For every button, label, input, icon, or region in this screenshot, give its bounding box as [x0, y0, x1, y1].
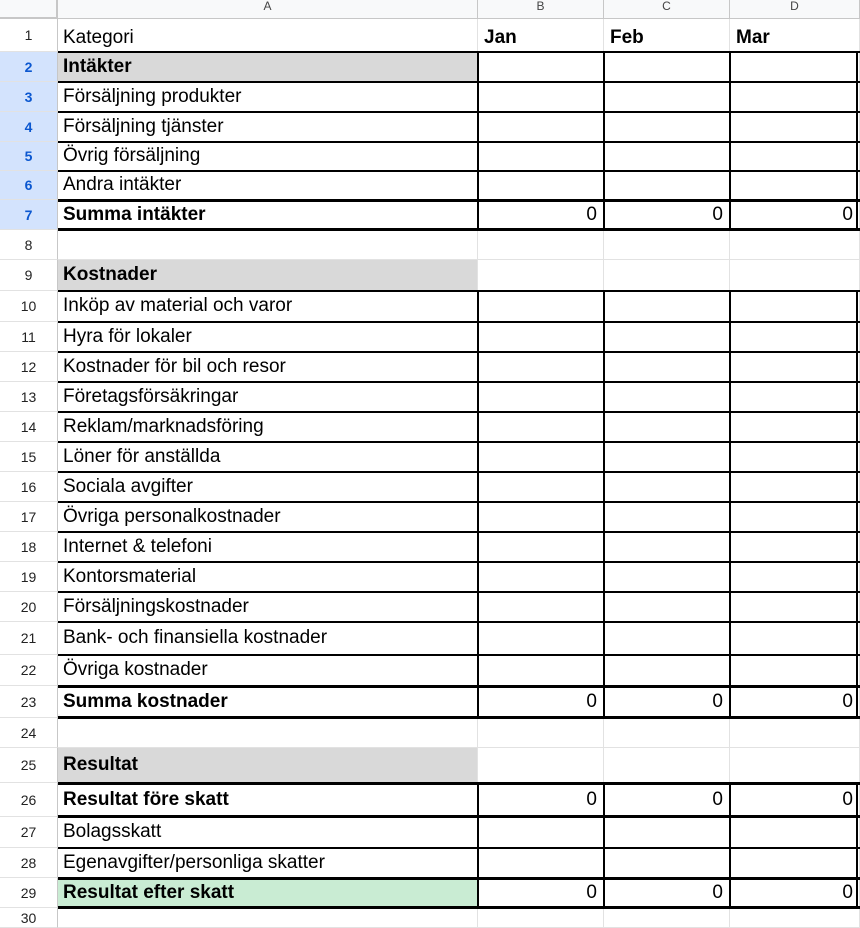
cell-month-value[interactable] [478, 848, 604, 878]
cell-border [58, 471, 860, 473]
cell-month-value[interactable] [730, 442, 860, 472]
cell-month-value[interactable] [730, 171, 860, 200]
cell-category-label[interactable]: Kontorsmaterial [58, 562, 478, 592]
cell-month-value[interactable] [478, 52, 604, 82]
cell-month-value[interactable] [730, 322, 860, 352]
select-all-corner[interactable] [0, 0, 58, 19]
cell-month-value[interactable] [478, 622, 604, 655]
cell-month-value[interactable] [730, 382, 860, 412]
cell-border [58, 411, 860, 413]
cell-border [58, 561, 860, 563]
row-header[interactable]: 1 [0, 19, 58, 52]
cell-border [856, 782, 858, 908]
row-header[interactable]: 21 [0, 622, 58, 655]
cell-month-value[interactable]: 0 [730, 783, 860, 817]
cell-border [477, 290, 479, 718]
cell-month-value[interactable] [730, 230, 860, 260]
cell-category-label[interactable]: Sociala avgifter [58, 472, 478, 502]
cell-border [58, 111, 860, 113]
cell-month-value[interactable] [478, 817, 604, 848]
cell-month-value[interactable] [730, 260, 860, 291]
row-header[interactable]: 2 [0, 52, 58, 82]
cell-category-label[interactable]: Kostnader för bil och resor [58, 352, 478, 382]
cell-month-value[interactable] [478, 322, 604, 352]
cell-category-label[interactable]: Bank- och finansiella kostnader [58, 622, 478, 655]
cell-month-value[interactable] [478, 592, 604, 622]
cell-border [58, 321, 860, 323]
cell-month-value[interactable]: 0 [478, 200, 604, 230]
cell-category-label[interactable]: Kostnader [58, 260, 478, 291]
row-header[interactable]: 22 [0, 655, 58, 686]
cell-category-label[interactable]: Företagsförsäkringar [58, 382, 478, 412]
row-header[interactable]: 27 [0, 817, 58, 848]
cell-category-label[interactable]: Summa kostnader [58, 686, 478, 718]
cell-border [729, 51, 731, 230]
cell-border [58, 351, 860, 353]
cell-month-value[interactable] [730, 52, 860, 82]
cell-month-value[interactable] [604, 382, 730, 412]
cell-border [58, 290, 860, 292]
cell-month-value[interactable] [604, 442, 730, 472]
cell-category-label[interactable]: Övriga personalkostnader [58, 502, 478, 532]
row-header[interactable]: 25 [0, 748, 58, 783]
row-header[interactable]: 26 [0, 783, 58, 817]
cell-category-label[interactable] [58, 230, 478, 260]
cell-border [58, 199, 860, 202]
cell-month-value[interactable] [730, 502, 860, 532]
cell-month-value[interactable] [478, 142, 604, 171]
cell-month-value[interactable] [478, 502, 604, 532]
cell-border [58, 591, 860, 593]
cell-month-value[interactable]: 0 [604, 686, 730, 718]
cell-month-value[interactable] [730, 291, 860, 322]
cell-month-value[interactable] [478, 171, 604, 200]
cell-category-label[interactable]: Andra intäkter [58, 171, 478, 200]
cell-border [58, 228, 860, 231]
cell-month-value[interactable] [730, 622, 860, 655]
cell-month-value[interactable] [478, 412, 604, 442]
row-header[interactable]: 28 [0, 848, 58, 878]
row-header[interactable]: 29 [0, 878, 58, 908]
cell-border [477, 782, 479, 908]
cell-month-value[interactable] [478, 112, 604, 142]
cell-month-header[interactable]: Mar [730, 19, 860, 52]
row-header[interactable]: 12 [0, 352, 58, 382]
row-header[interactable]: 9 [0, 260, 58, 291]
row-header[interactable]: 20 [0, 592, 58, 622]
cell-border [58, 501, 860, 503]
row-header[interactable]: 16 [0, 472, 58, 502]
cell-month-value[interactable]: 0 [478, 878, 604, 908]
cell-month-value[interactable]: 0 [604, 200, 730, 230]
cell-category-label[interactable] [58, 718, 478, 748]
row-header[interactable]: 15 [0, 442, 58, 472]
cell-month-value[interactable] [604, 502, 730, 532]
cell-month-value[interactable] [478, 352, 604, 382]
cell-border [58, 906, 860, 909]
cell-month-value[interactable] [730, 718, 860, 748]
cell-month-value[interactable] [604, 352, 730, 382]
cell-month-value[interactable] [478, 718, 604, 748]
cell-category-label[interactable]: Löner för anställda [58, 442, 478, 472]
cell-month-value[interactable] [730, 592, 860, 622]
row-header[interactable]: 5 [0, 142, 58, 171]
cell-border [58, 441, 860, 443]
cell-month-value[interactable] [604, 230, 730, 260]
cell-month-value[interactable] [604, 412, 730, 442]
cell-border [58, 654, 860, 656]
cell-month-value[interactable] [604, 748, 730, 783]
cell-border [58, 51, 860, 53]
cell-border [58, 381, 860, 383]
cell-month-value[interactable] [478, 472, 604, 502]
row-header[interactable]: 7 [0, 200, 58, 230]
cell-month-value[interactable] [604, 82, 730, 112]
cell-border [477, 51, 479, 230]
cell-month-value[interactable] [730, 532, 860, 562]
cell-month-value[interactable] [730, 412, 860, 442]
row-header[interactable]: 30 [0, 908, 58, 928]
cell-kategori-header[interactable]: Kategori [58, 19, 478, 52]
cell-month-value[interactable] [604, 848, 730, 878]
row-header[interactable]: 3 [0, 82, 58, 112]
cell-month-value[interactable] [478, 562, 604, 592]
cell-border [856, 290, 858, 718]
cell-month-value[interactable] [604, 592, 730, 622]
row-header[interactable]: 24 [0, 718, 58, 748]
cell-month-value[interactable] [730, 562, 860, 592]
cell-category-label[interactable]: Egenavgifter/personliga skatter [58, 848, 478, 878]
cell-month-value[interactable] [730, 655, 860, 686]
cell-month-value[interactable] [730, 848, 860, 878]
cell-category-label[interactable]: Försäljning produkter [58, 82, 478, 112]
cell-category-label[interactable] [58, 908, 478, 928]
row-header[interactable]: 4 [0, 112, 58, 142]
cell-border [603, 51, 605, 230]
column-header-d[interactable]: D [730, 0, 860, 19]
cell-month-value[interactable] [604, 718, 730, 748]
cell-border [58, 141, 860, 143]
cell-month-value[interactable]: 0 [604, 878, 730, 908]
cell-month-value[interactable] [478, 748, 604, 783]
cell-month-value[interactable] [604, 52, 730, 82]
cell-category-label[interactable]: Försäljningskostnader [58, 592, 478, 622]
cell-border [58, 170, 860, 172]
cell-month-value[interactable] [478, 382, 604, 412]
cell-month-value[interactable] [478, 532, 604, 562]
cell-month-value[interactable]: 0 [730, 200, 860, 230]
cell-month-value[interactable] [730, 908, 860, 928]
column-header-c[interactable]: C [604, 0, 730, 19]
cell-month-value[interactable] [730, 352, 860, 382]
cell-month-value[interactable] [730, 817, 860, 848]
cell-month-value[interactable] [730, 112, 860, 142]
row-header[interactable]: 6 [0, 171, 58, 200]
row-header[interactable]: 10 [0, 291, 58, 322]
cell-border [58, 685, 860, 688]
column-header-b[interactable]: B [478, 0, 604, 19]
cell-month-value[interactable] [604, 817, 730, 848]
cell-month-value[interactable] [604, 908, 730, 928]
cell-month-value[interactable] [604, 260, 730, 291]
cell-month-value[interactable]: 0 [478, 783, 604, 817]
cell-border [58, 782, 860, 785]
cell-category-label[interactable]: Intäkter [58, 52, 478, 82]
cell-category-label[interactable]: Försäljning tjänster [58, 112, 478, 142]
cell-month-value[interactable] [604, 622, 730, 655]
cell-month-header[interactable]: Feb [604, 19, 730, 52]
cell-month-value[interactable] [604, 562, 730, 592]
cell-category-label[interactable]: Resultat efter skatt [58, 878, 478, 908]
row-header[interactable]: 19 [0, 562, 58, 592]
cell-month-value[interactable] [730, 82, 860, 112]
cell-category-label[interactable]: Inköp av material och varor [58, 291, 478, 322]
cell-month-value[interactable] [478, 230, 604, 260]
row-header[interactable]: 14 [0, 412, 58, 442]
cell-month-value[interactable]: 0 [604, 783, 730, 817]
cell-category-label[interactable]: Resultat [58, 748, 478, 783]
cell-border [58, 877, 860, 880]
cell-month-value[interactable] [604, 322, 730, 352]
cell-month-value[interactable] [478, 82, 604, 112]
cell-month-value[interactable] [604, 655, 730, 686]
cell-category-label[interactable]: Reklam/marknadsföring [58, 412, 478, 442]
cell-month-value[interactable]: 0 [730, 878, 860, 908]
cell-border [729, 782, 731, 908]
cell-month-value[interactable] [478, 655, 604, 686]
cell-month-header[interactable]: Jan [478, 19, 604, 52]
cell-border [58, 847, 860, 849]
cell-month-value[interactable] [478, 908, 604, 928]
cell-month-value[interactable] [604, 171, 730, 200]
cell-month-value[interactable] [604, 291, 730, 322]
cell-border [729, 290, 731, 718]
cell-month-value[interactable] [604, 472, 730, 502]
cell-border [603, 290, 605, 718]
row-header[interactable]: 11 [0, 322, 58, 352]
row-header[interactable]: 13 [0, 382, 58, 412]
cell-border [603, 782, 605, 908]
cell-month-value[interactable] [730, 472, 860, 502]
cell-month-value[interactable] [604, 112, 730, 142]
cell-border [856, 51, 858, 230]
row-header[interactable]: 23 [0, 686, 58, 718]
cell-month-value[interactable] [730, 748, 860, 783]
cell-border [58, 621, 860, 623]
cell-border [58, 531, 860, 533]
cell-border [58, 716, 860, 719]
row-header[interactable]: 18 [0, 532, 58, 562]
cell-month-value[interactable] [730, 142, 860, 171]
cell-month-value[interactable] [604, 532, 730, 562]
cell-category-label[interactable]: Summa intäkter [58, 200, 478, 230]
cell-month-value[interactable] [478, 291, 604, 322]
cell-border [58, 81, 860, 83]
row-header[interactable]: 8 [0, 230, 58, 260]
cell-category-label[interactable]: Övrig försäljning [58, 142, 478, 171]
cell-category-label[interactable]: Övriga kostnader [58, 655, 478, 686]
cell-border [58, 815, 860, 818]
cell-month-value[interactable]: 0 [730, 686, 860, 718]
cell-category-label[interactable]: Hyra för lokaler [58, 322, 478, 352]
cell-month-value[interactable] [478, 442, 604, 472]
cell-category-label[interactable]: Resultat före skatt [58, 783, 478, 817]
column-header-a[interactable]: A [58, 0, 478, 19]
row-header[interactable]: 17 [0, 502, 58, 532]
cell-category-label[interactable]: Bolagsskatt [58, 817, 478, 848]
cell-month-value[interactable]: 0 [478, 686, 604, 718]
cell-month-value[interactable] [478, 260, 604, 291]
cell-month-value[interactable] [604, 142, 730, 171]
cell-category-label[interactable]: Internet & telefoni [58, 532, 478, 562]
